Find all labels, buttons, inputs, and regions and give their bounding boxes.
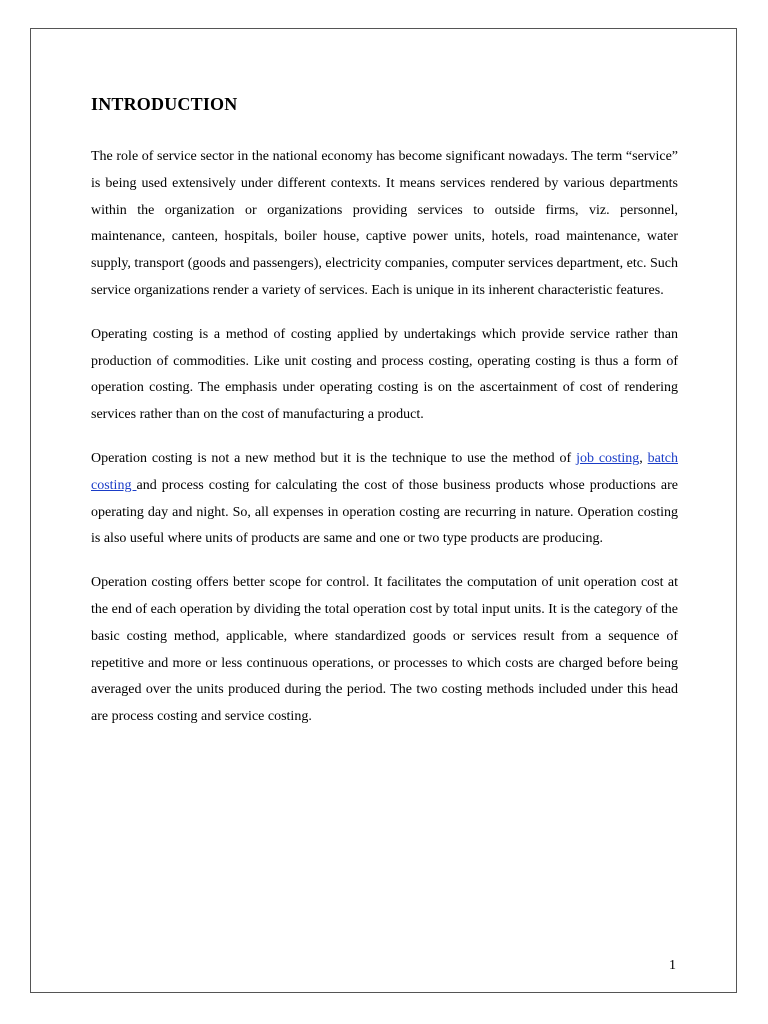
paragraph-operating-costing: Operating costing is a method of costing applied by undertakings which provide service rather than production of commodities. Like unit costing and process costing, operating costing is thus a form of operation costing. The emphasis under operating costing is on the ascertainment of cost of rendering services rather than on the cost of manufacturing a product. [91, 326, 678, 423]
page-title: INTRODUCTION [91, 94, 238, 114]
page-number: 1 [669, 958, 676, 973]
document-body [91, 144, 678, 748]
paragraph-service-sector: The role of service sector in the national economy has become significant nowadays. The term “service” is being used extensively under different contexts. It means services rendered by various departments within the organization or organizations providing services to outside firms, viz. personnel, maintenance, canteen, hospitals, boiler house, captive power units, hotels, road maintenance, water supply, transport (goods and passengers), electricity companies, computer services department, etc. Such service organizations render a variety of services. Each is unique in its inherent characteristic features. [91, 149, 678, 298]
batch-costing-link[interactable]: batch costing [91, 450, 678, 493]
paragraph-text: Operation costing is not a new method but it is the technique to use the method of [91, 450, 577, 466]
paragraph-text: and process costing for calculating the cost of those business products whose productions are operating day and night. So, all expenses in operation costing are recurring in nature. Operation costing is also useful where units of products are same and one or two type products are producing. [91, 477, 678, 547]
paragraph-operation-costing [91, 446, 678, 553]
paragraph-control-scope: Operation costing offers better scope for control. It facilitates the computation of unit operation cost at the end of each operation by dividing the total operation cost by total input units. It is the category of the basic costing method, applicable, where standardized goods or services result from a sequence of repetitive and more or less continuous operations, or processes to which costs are charged before being averaged over the units produced during the period. The two costing methods included under this head are process costing and service costing. [91, 575, 678, 725]
link-separator: , [639, 450, 648, 466]
job-costing-link[interactable]: job costing [576, 450, 640, 466]
